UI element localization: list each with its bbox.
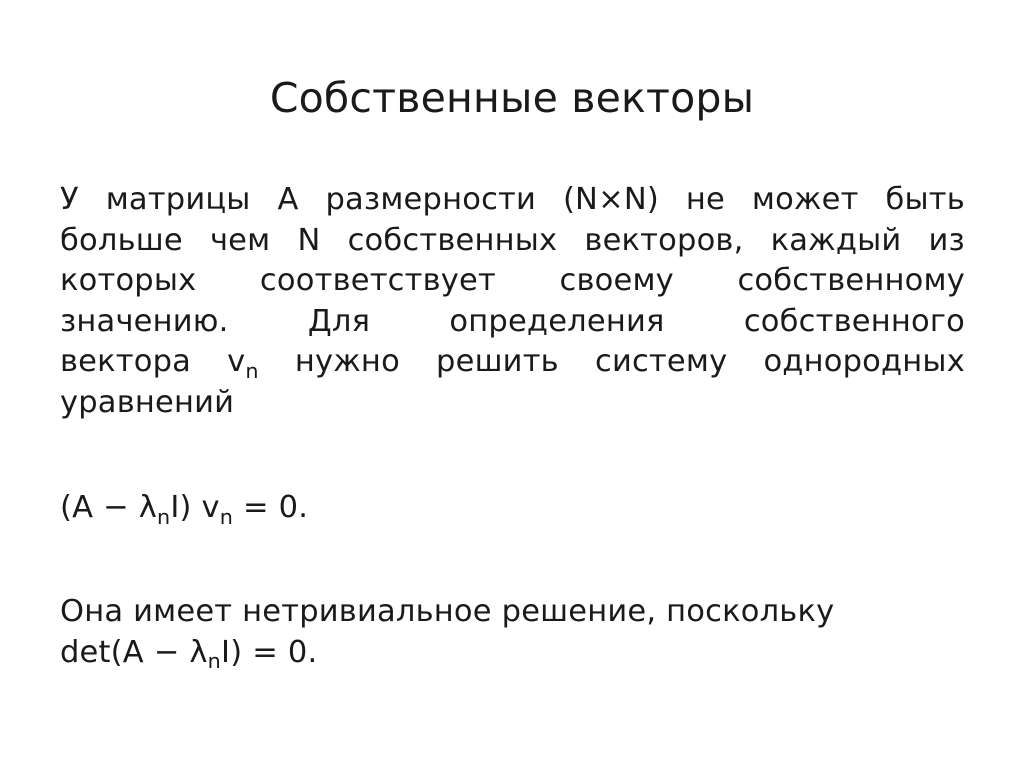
word: собственному — [737, 263, 965, 298]
word: собственных — [347, 222, 558, 258]
word: (N×N) — [562, 182, 659, 217]
word: матрицы — [105, 182, 251, 217]
word: определения — [449, 303, 665, 339]
word: может — [751, 182, 859, 217]
subscript-n: n — [156, 504, 171, 529]
word: вектора — [60, 344, 192, 379]
equation-line — [60, 488, 965, 529]
subscript-n: n — [219, 504, 234, 529]
subscript-n: n — [207, 649, 221, 674]
body-paragraph — [60, 180, 965, 423]
conclusion — [60, 592, 965, 673]
word: из — [928, 222, 965, 258]
conclusion-line-2 — [60, 633, 965, 674]
word: Для — [307, 303, 371, 339]
determinant-part: det(A − λ — [60, 634, 208, 670]
word: больше — [60, 222, 183, 258]
word: быть — [885, 182, 965, 217]
equation-part: (A − λ — [60, 490, 157, 525]
word: У — [60, 182, 79, 217]
paragraph-line-4 — [60, 302, 965, 343]
word: значению. — [60, 303, 229, 339]
paragraph-line-3 — [60, 261, 965, 302]
word: А — [277, 182, 299, 217]
word: собственного — [743, 303, 965, 339]
determinant-part: I) = 0. — [221, 634, 318, 670]
word: векторов, — [584, 222, 744, 258]
word: не — [685, 182, 725, 217]
slide-title: Собственные векторы — [269, 74, 755, 122]
conclusion-line-1: Она имеет нетривиальное решение, поскольку — [60, 594, 835, 629]
word: систему — [594, 344, 728, 379]
equation-part: = 0. — [233, 490, 309, 525]
paragraph-line-1 — [60, 180, 965, 221]
word: своему — [559, 263, 674, 298]
word: чем — [209, 222, 271, 258]
word: N — [297, 222, 321, 258]
variable-v: v — [227, 344, 246, 379]
word: соответствует — [259, 263, 496, 298]
paragraph-line-6: уравнений — [60, 384, 235, 420]
vector-variable — [227, 342, 259, 383]
word: нужно — [294, 344, 400, 379]
word: решить — [436, 344, 559, 379]
word: однородных — [763, 344, 965, 379]
subscript-n: n — [245, 358, 259, 383]
equation-part: I) v — [170, 490, 220, 525]
word: размерности — [325, 182, 537, 217]
paragraph-line-5 — [60, 342, 965, 383]
word: которых — [60, 263, 197, 298]
word: каждый — [770, 222, 902, 258]
equation — [60, 488, 965, 529]
paragraph-line-2 — [60, 221, 965, 262]
